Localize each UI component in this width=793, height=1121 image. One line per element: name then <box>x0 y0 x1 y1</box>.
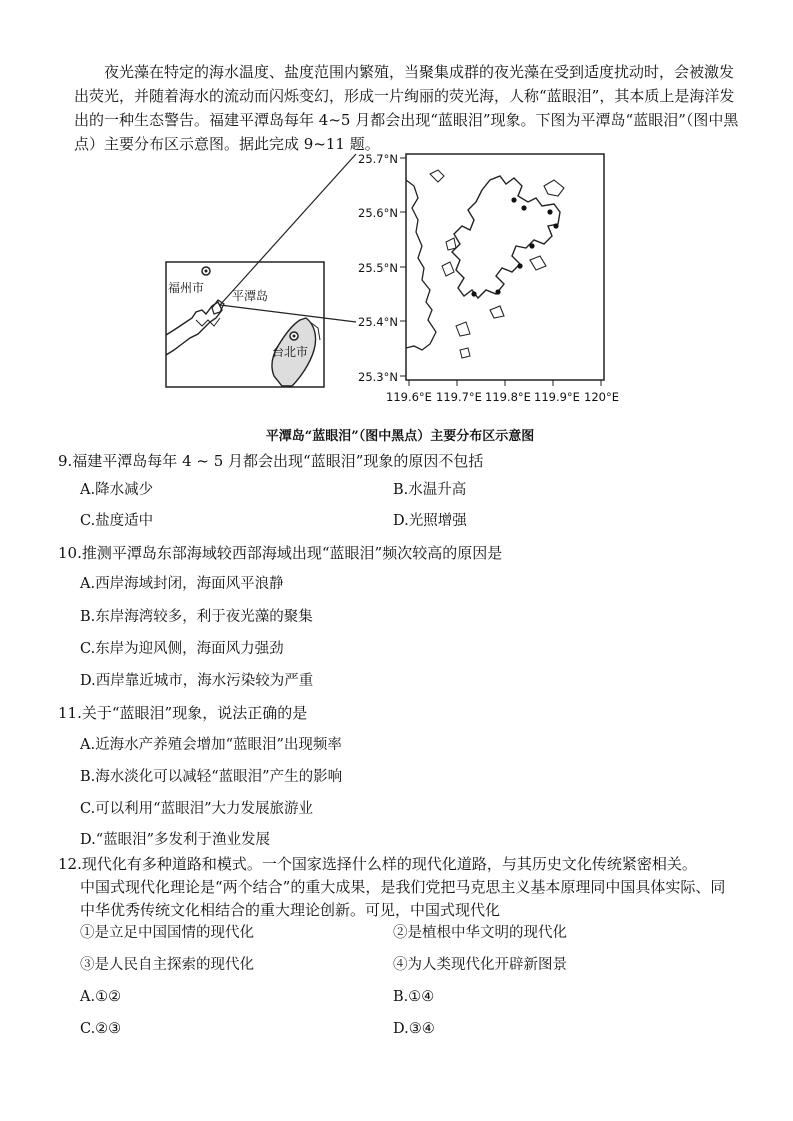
question-11-stem: 11.关于“蓝眼泪”现象，说法正确的是 <box>58 704 308 722</box>
lon-label-119-7: 119.7°E <box>436 390 482 404</box>
q12-statement-2: ②是植根中华文明的现代化 <box>393 925 567 941</box>
q10-option-d: D.西岸靠近城市，海水污染较为严重 <box>80 673 314 689</box>
blue-tear-dot <box>529 243 534 248</box>
blue-tear-dot <box>553 223 558 228</box>
q10-option-a: A.西岸海域封闭，海面风平浪静 <box>80 576 284 592</box>
figure-caption: 平潭岛“蓝眼泪”（图中黑点）主要分布区示意图 <box>265 429 535 444</box>
q12-option-b: B.①④ <box>393 989 435 1005</box>
question-12-stem-continued: 中国式现代化理论是“两个结合”的重大成果，是我们党把马克思主义基本原理同中国具体实际、同中华优秀传统文化相结合的重大理论创新。可见，中国式现代化 <box>80 878 726 919</box>
question-9-stem: 9.福建平潭岛每年 4 ~ 5 月都会出现“蓝眼泪”现象的原因不包括 <box>58 452 484 470</box>
lon-label-119-6: 119.6°E <box>386 390 432 404</box>
q12-option-c: C.②③ <box>80 1021 122 1037</box>
question-10-stem: 10.推测平潭岛东部海域较西部海域出现“蓝眼泪”频次较高的原因是 <box>58 544 503 562</box>
question-12-stem: 12.现代化有多种道路和模式。一个国家选择什么样的现代化道路，与其历史文化传统紧密相关。 <box>58 855 697 873</box>
q10-option-c: C.东岸为迎风侧，海面风力强劲 <box>80 641 284 657</box>
lat-label-25-3: 25.3°N <box>358 370 398 384</box>
q11-option-c: C.可以利用“蓝眼泪”大力发展旅游业 <box>80 801 314 817</box>
lat-label-25-7: 25.7°N <box>358 152 398 166</box>
lon-label-120: 120°E <box>584 390 619 404</box>
blue-tear-dot <box>517 263 522 268</box>
lon-label-119-9: 119.9°E <box>534 390 580 404</box>
q9-option-c: C.盐度适中 <box>80 513 154 529</box>
q10-option-b: B.东岸海湾较多，利于夜光藻的聚集 <box>80 609 313 625</box>
blue-tear-dot <box>547 209 552 214</box>
blue-tear-dot <box>495 289 500 294</box>
q12-statement-1: ①是立足中国国情的现代化 <box>80 925 254 941</box>
q12-statement-4: ④为人类现代化开辟新图景 <box>393 957 567 973</box>
longitude-ticks <box>409 380 601 386</box>
q12-option-a: A.①② <box>80 989 122 1005</box>
blue-tear-dot <box>511 197 516 202</box>
connector-line-bottom <box>220 305 356 322</box>
q9-option-a: A.降水减少 <box>80 482 154 498</box>
q12-statement-3: ③是人民自主探索的现代化 <box>80 957 254 973</box>
latitude-ticks <box>400 158 406 376</box>
mainland-coastline <box>166 302 222 355</box>
lon-label-119-8: 119.8°E <box>485 390 531 404</box>
connector-line-top <box>220 154 356 305</box>
lat-label-25-4: 25.4°N <box>358 315 398 329</box>
label-pingtan: 平潭岛 <box>232 289 269 303</box>
lat-label-25-5: 25.5°N <box>358 261 398 275</box>
intro-paragraph: 夜光藻在特定的海水温度、盐度范围内繁殖，当聚集成群的夜光藻在受到适度扰动时，会被激发出荧光，并随着海水的流动而闪烁变幻，形成一片绚丽的荧光海，人称“蓝眼泪”，其本质上是海洋发出的一种生态警告。福建平潭岛每年 4~5 月都会出现“蓝眼泪”现象。下图为平潭岛“蓝眼泪”（图中黑点）主要分布区示意图。据此完成 9~11 题。 <box>74 63 739 153</box>
pingtan-map-figure <box>160 150 640 450</box>
lat-label-25-6: 25.6°N <box>358 206 398 220</box>
label-taipei: 台北市 <box>272 345 309 359</box>
q11-option-b: B.海水淡化可以减轻“蓝眼泪”产生的影响 <box>80 769 343 785</box>
blue-tear-dot <box>521 205 526 210</box>
q11-option-d: D.“蓝眼泪”多发利于渔业发展 <box>80 832 271 848</box>
q12-option-d: D.③④ <box>393 1021 435 1037</box>
label-fuzhou: 福州市 <box>168 281 205 295</box>
q11-option-a: A.近海水产养殖会增加“蓝眼泪”出现频率 <box>80 737 342 753</box>
q9-option-d: D.光照增强 <box>393 513 467 529</box>
q9-option-b: B.水温升高 <box>393 482 467 498</box>
detail-map-frame <box>406 154 604 380</box>
blue-tear-dot <box>471 291 476 296</box>
